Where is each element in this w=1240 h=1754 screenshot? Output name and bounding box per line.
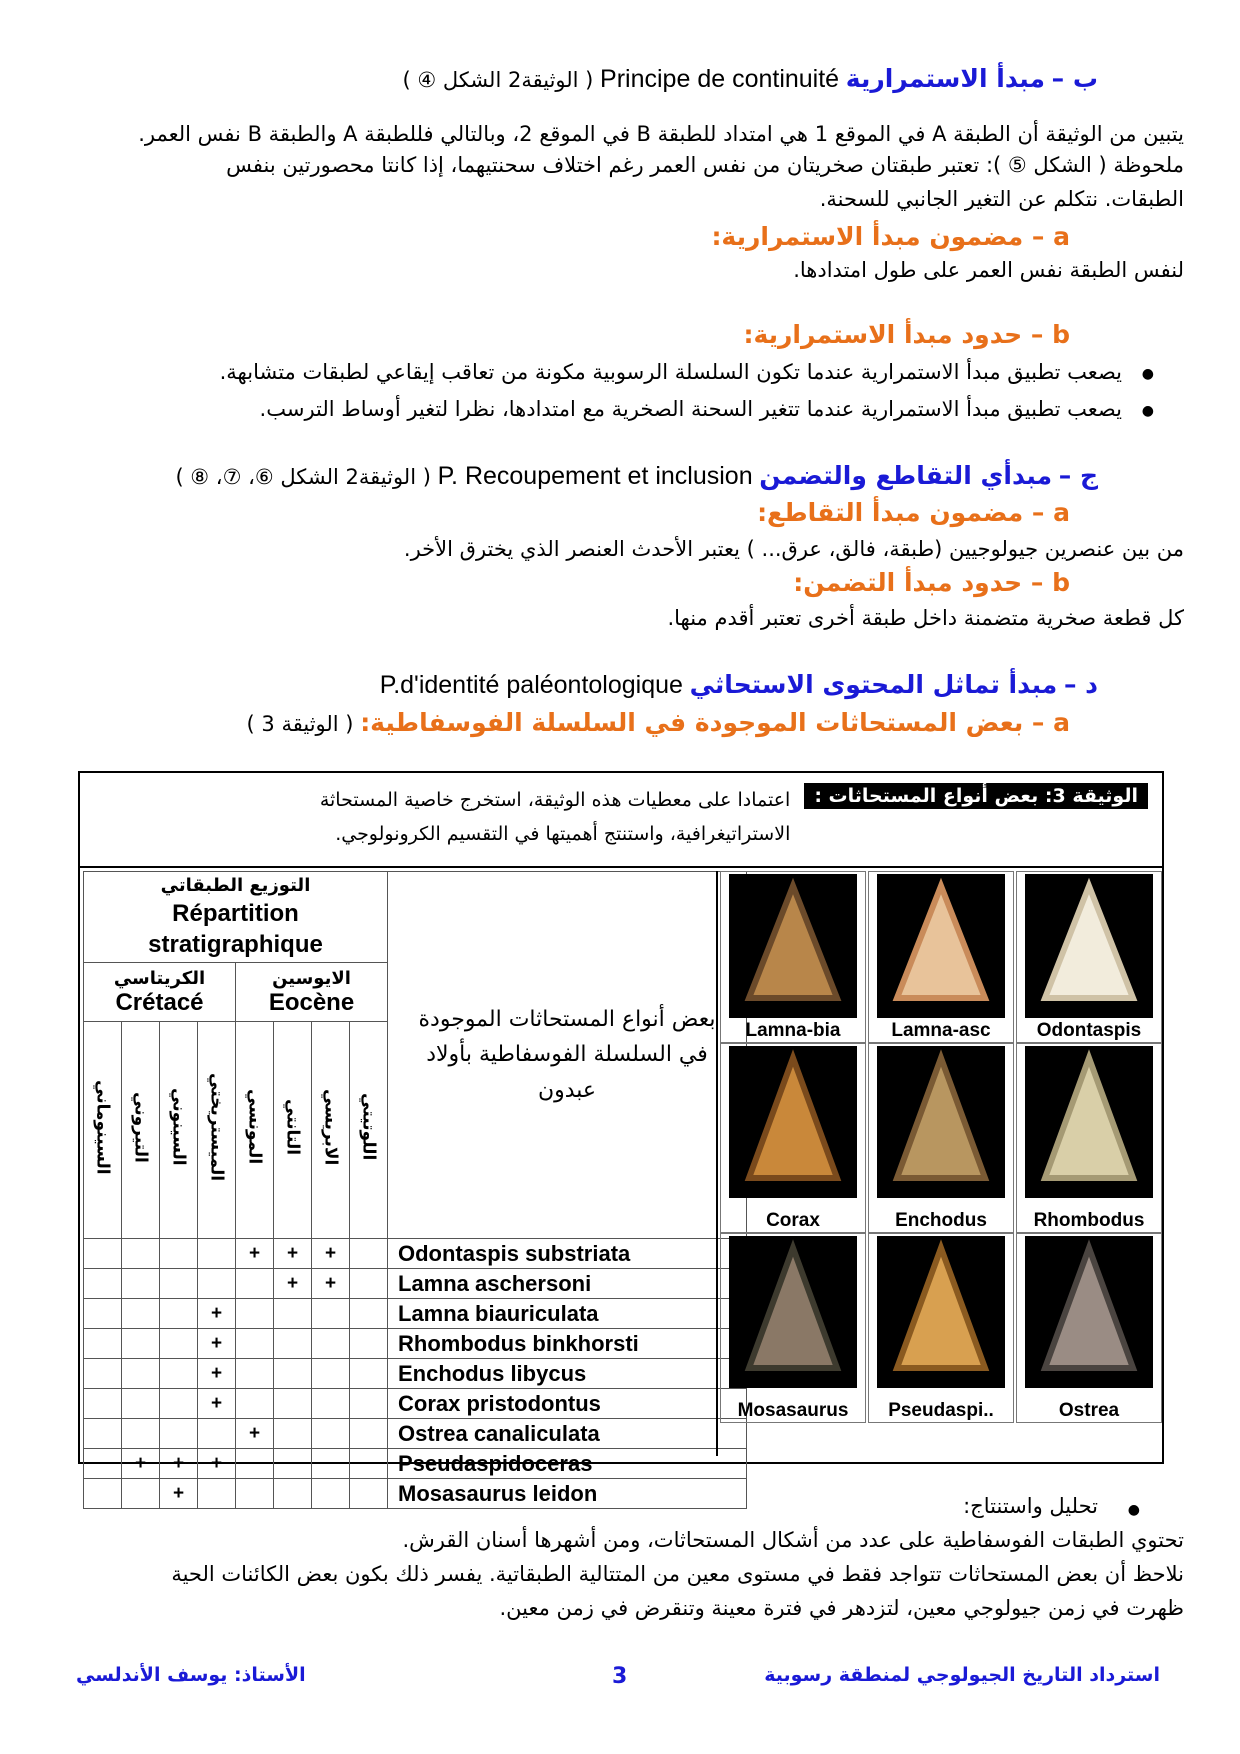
section-title: مبدأ الاستمرارية xyxy=(845,64,1045,93)
table-row xyxy=(84,1299,747,1329)
fossil-caption: Lamna-asc xyxy=(891,1020,991,1041)
subheading-ref: ( الوثيقة 3 ) xyxy=(246,712,354,736)
presence-cell xyxy=(236,1329,274,1359)
fossil-photo xyxy=(877,874,1005,1018)
paragraph-line: كل قطعة صخرية متضمنة داخل طبقة أخرى تعتبر أقدم منها. xyxy=(667,606,1184,630)
species-name: Pseudaspidoceras xyxy=(388,1449,747,1479)
table-row xyxy=(84,1479,747,1509)
section-latin: P.d'identité paléontologique xyxy=(379,671,683,699)
section-title: مبدأي التقاطع والتضمن xyxy=(759,461,1053,490)
fossil-caption: Enchodus xyxy=(895,1210,987,1231)
presence-cell xyxy=(122,1359,160,1389)
presence-cell xyxy=(198,1239,236,1269)
stage-label: اللوتيتي xyxy=(358,1093,379,1161)
stage-label: الميستريختي xyxy=(206,1072,227,1182)
document-question: اعتمادا على معطيات هذه الوثيقة، استخرج خاصية المستحاثة xyxy=(319,789,791,811)
fossil-caption: Lamna-bia xyxy=(745,1020,841,1041)
presence-cell xyxy=(236,1389,274,1419)
fossil-photo xyxy=(729,874,857,1018)
presence-cell xyxy=(350,1359,388,1389)
presence-cell: + xyxy=(312,1269,350,1299)
presence-cell xyxy=(198,1419,236,1449)
document-label: الوثيقة 3: بعض أنواع المستحاثات : xyxy=(804,783,1148,809)
presence-cell: + xyxy=(312,1239,350,1269)
presence-cell xyxy=(160,1269,198,1299)
bullet-item: يصعب تطبيق مبدأ الاستمرارية عندما تتغير السحنة الصخرية مع امتدادها، نظرا لتغير أوساط الترسب. xyxy=(259,397,1122,421)
subheading: b – حدود مبدأ الاستمرارية: xyxy=(743,320,1070,349)
subheading-d-a xyxy=(247,708,1070,737)
presence-cell xyxy=(122,1419,160,1449)
presence-cell: + xyxy=(274,1239,312,1269)
fossil-image-cell xyxy=(868,1233,1014,1423)
section-ref: ( الوثيقة2 الشكل ⑥، ⑦، ⑧ ) xyxy=(175,465,431,489)
head-ar: التوزيع الطبقاتي xyxy=(160,875,311,897)
presence-cell xyxy=(312,1299,350,1329)
paragraph-line: الطبقات. نتكلم عن التغير الجانبي للسحنة. xyxy=(819,187,1184,211)
paragraph-line: ملحوظة ( الشكل ⑤ ): تعتبر طبقتان صخريتان من نفس العمر رغم اختلاف سحنتيهما، إذا كانتا محصورتين بنفس xyxy=(226,153,1184,177)
species-name: Enchodus libycus xyxy=(388,1359,747,1389)
presence-cell: + xyxy=(160,1479,198,1509)
section-latin: P. Recoupement et inclusion xyxy=(437,462,753,490)
analysis-line: نلاحظ أن بعض المستحاثات تتواجد فقط في مستوى معين من المتتالية الطبقاتية. يفسر ذلك بكون بعض الكائنات الحية xyxy=(171,1562,1184,1586)
stage-header xyxy=(312,1022,350,1239)
species-name: Odontaspis substriata xyxy=(388,1239,747,1269)
presence-cell xyxy=(160,1299,198,1329)
species-name: Lamna biauriculata xyxy=(388,1299,747,1329)
fossil-image-cell xyxy=(720,1233,866,1423)
presence-cell xyxy=(84,1239,122,1269)
presence-cell xyxy=(274,1419,312,1449)
presence-cell xyxy=(84,1449,122,1479)
presence-cell xyxy=(312,1329,350,1359)
footer-title: استرداد التاريخ الجيولوجي لمنطقة رسوبية xyxy=(764,1664,1160,1686)
stage-header xyxy=(350,1022,388,1239)
stratigraphic-table xyxy=(83,871,747,1509)
presence-cell xyxy=(274,1389,312,1419)
presence-cell xyxy=(198,1479,236,1509)
section-j-heading xyxy=(175,461,1098,491)
document-question: الاستراتيغرافية، واستنتج أهميتها في التقسيم الكرونولوجي. xyxy=(335,823,791,845)
section-letter: ج – xyxy=(1058,461,1098,490)
presence-cell: + xyxy=(198,1389,236,1419)
eocene-header xyxy=(236,963,388,1022)
presence-cell xyxy=(312,1359,350,1389)
paragraph-line: يتبين من الوثيقة أن الطبقة A في الموقع 1 هي امتداد للطبقة B في الموقع 2، وبالتالي فللطبقة A والطبقة B نفس العمر. xyxy=(138,122,1184,146)
fossil-image-cell xyxy=(720,871,866,1043)
paragraph-line: لنفس الطبقة نفس العمر على طول امتدادها. xyxy=(793,258,1184,282)
presence-cell xyxy=(312,1389,350,1419)
presence-cell xyxy=(350,1479,388,1509)
fossil-image-cell xyxy=(1016,1043,1162,1233)
presence-cell xyxy=(122,1269,160,1299)
fossil-caption: Pseudaspi.. xyxy=(888,1400,994,1421)
presence-cell xyxy=(274,1479,312,1509)
table-row xyxy=(84,1359,747,1389)
document-header xyxy=(80,773,1162,868)
page-number: 3 xyxy=(612,1664,628,1689)
presence-cell xyxy=(160,1359,198,1389)
cretace-ar: الكريتاسي xyxy=(113,967,206,989)
stage-label: السينوني xyxy=(168,1088,189,1166)
eocene-fr: Eocène xyxy=(268,988,355,1016)
fossil-images xyxy=(716,871,1166,1456)
presence-cell xyxy=(350,1419,388,1449)
fossil-image-cell xyxy=(720,1043,866,1233)
stage-header xyxy=(160,1022,198,1239)
footer-author: الأستاذ: يوسف الأندلسي xyxy=(76,1664,306,1686)
species-name: Mosasaurus leidon xyxy=(388,1479,747,1509)
stage-label: التانتي xyxy=(282,1098,303,1156)
species-name: Ostrea canaliculata xyxy=(388,1419,747,1449)
fossil-caption: Rhombodus xyxy=(1033,1210,1145,1231)
presence-cell: + xyxy=(236,1419,274,1449)
analysis-line: تحتوي الطبقات الفوسفاطية على عدد من أشكال المستحاثات، ومن أشهرها أسنان القرش. xyxy=(402,1528,1184,1552)
stage-label: السينوماني xyxy=(92,1079,113,1175)
table-row xyxy=(84,1419,747,1449)
presence-cell xyxy=(350,1329,388,1359)
presence-cell xyxy=(160,1239,198,1269)
presence-cell: + xyxy=(198,1359,236,1389)
species-header: بعض أنواع المستحاثات الموجودة في السلسلة الفوسفاطية بأولاد عبدون xyxy=(388,872,747,1239)
section-letter: ب – xyxy=(1051,64,1098,93)
presence-cell xyxy=(160,1389,198,1419)
presence-cell xyxy=(122,1479,160,1509)
presence-cell xyxy=(84,1269,122,1299)
table-row xyxy=(84,1329,747,1359)
stage-label: التيروني xyxy=(130,1091,151,1163)
subheading: b – حدود مبدأ التضمن: xyxy=(793,568,1070,597)
stage-label: المونسي xyxy=(244,1089,265,1165)
presence-cell xyxy=(236,1299,274,1329)
presence-cell xyxy=(350,1449,388,1479)
presence-cell xyxy=(350,1269,388,1299)
fossil-image-cell xyxy=(868,1043,1014,1233)
presence-cell xyxy=(236,1449,274,1479)
fossil-photo xyxy=(729,1236,857,1388)
presence-cell xyxy=(160,1329,198,1359)
presence-cell xyxy=(160,1419,198,1449)
presence-cell xyxy=(84,1359,122,1389)
presence-cell xyxy=(274,1329,312,1359)
presence-cell: + xyxy=(236,1239,274,1269)
presence-cell xyxy=(84,1419,122,1449)
analysis-line: ظهرت في زمن جيولوجي معين، لتزدهر في فترة معينة وتنقرض في زمن معين. xyxy=(499,1596,1184,1620)
presence-cell xyxy=(312,1479,350,1509)
table-row xyxy=(84,1449,747,1479)
presence-cell xyxy=(312,1449,350,1479)
cretace-header xyxy=(84,963,236,1022)
species-name: Rhombodus binkhorsti xyxy=(388,1329,747,1359)
fossil-photo xyxy=(1025,874,1153,1018)
presence-cell xyxy=(84,1479,122,1509)
section-ref: ( الوثيقة2 الشكل ④ ) xyxy=(402,68,594,92)
presence-cell: + xyxy=(160,1449,198,1479)
subheading: a – مضمون مبدأ الاستمرارية: xyxy=(711,222,1070,251)
presence-cell xyxy=(274,1359,312,1389)
species-name: Lamna aschersoni xyxy=(388,1269,747,1299)
presence-cell xyxy=(84,1389,122,1419)
head-fr: stratigraphique xyxy=(148,930,323,958)
fossil-image-cell xyxy=(1016,1233,1162,1423)
head-fr: Répartition xyxy=(172,899,299,927)
stage-header xyxy=(198,1022,236,1239)
section-latin: Principe de continuité xyxy=(600,65,840,93)
presence-cell xyxy=(236,1359,274,1389)
stage-header xyxy=(274,1022,312,1239)
table-head-distribution xyxy=(84,872,388,963)
presence-cell xyxy=(274,1449,312,1479)
fossil-caption: Odontaspis xyxy=(1036,1020,1142,1041)
fossil-photo xyxy=(1025,1236,1153,1388)
presence-cell xyxy=(122,1389,160,1419)
fossil-image-cell xyxy=(868,871,1014,1043)
table-row xyxy=(84,1239,747,1269)
presence-cell xyxy=(122,1329,160,1359)
presence-cell xyxy=(236,1479,274,1509)
presence-cell xyxy=(122,1239,160,1269)
presence-cell xyxy=(122,1299,160,1329)
presence-cell: + xyxy=(198,1449,236,1479)
presence-cell xyxy=(84,1299,122,1329)
section-title: مبدأ تماثل المحتوى الاستحاثي xyxy=(689,670,1058,699)
paragraph-line: من بين عنصرين جيولوجيين (طبقة، فالق، عرق... ) يعتبر الأحدث العنصر الذي يخترق الأخر. xyxy=(403,537,1184,561)
fossil-caption: Mosasaurus xyxy=(737,1400,849,1421)
presence-cell xyxy=(274,1299,312,1329)
presence-cell: + xyxy=(198,1329,236,1359)
presence-cell xyxy=(198,1269,236,1299)
table-row xyxy=(84,1389,747,1419)
section-letter: د – xyxy=(1063,670,1098,699)
fossil-photo xyxy=(877,1236,1005,1388)
bullet-item: يصعب تطبيق مبدأ الاستمرارية عندما تكون السلسلة الرسوبية مكونة من تعاقب إيقاعي لطبقات متشابهة. xyxy=(219,360,1122,384)
fossil-photo xyxy=(729,1046,857,1198)
presence-cell: + xyxy=(122,1449,160,1479)
cretace-fr: Crétacé xyxy=(115,988,204,1016)
stage-label: الابريسي xyxy=(320,1088,341,1166)
fossil-image-cell xyxy=(1016,871,1162,1043)
analysis-title: تحليل واستنتاج: xyxy=(963,1494,1098,1518)
fossil-photo xyxy=(1025,1046,1153,1198)
presence-cell: + xyxy=(198,1299,236,1329)
stage-header xyxy=(236,1022,274,1239)
presence-cell: + xyxy=(274,1269,312,1299)
bullet-icon: ● xyxy=(1141,366,1154,382)
presence-cell xyxy=(350,1239,388,1269)
subheading: a – مضمون مبدأ التقاطع: xyxy=(757,498,1070,527)
presence-cell xyxy=(350,1299,388,1329)
fossil-caption: Corax xyxy=(766,1210,820,1231)
section-b-heading xyxy=(402,64,1098,94)
document-questions xyxy=(94,783,790,851)
presence-cell xyxy=(350,1389,388,1419)
presence-cell xyxy=(236,1269,274,1299)
bullet-icon: ● xyxy=(1127,1502,1140,1518)
presence-cell xyxy=(312,1419,350,1449)
subheading-title: a – بعض المستحاثات الموجودة في السلسلة الفوسفاطية: xyxy=(360,708,1070,737)
species-name: Corax pristodontus xyxy=(388,1389,747,1419)
fossil-caption: Ostrea xyxy=(1058,1400,1120,1421)
fossil-photo xyxy=(877,1046,1005,1198)
stage-header xyxy=(122,1022,160,1239)
stage-header xyxy=(84,1022,122,1239)
eocene-ar: الايوسين xyxy=(272,967,351,989)
section-d-heading xyxy=(380,670,1098,700)
presence-cell xyxy=(84,1329,122,1359)
table-row xyxy=(84,1269,747,1299)
bullet-icon: ● xyxy=(1141,403,1154,419)
